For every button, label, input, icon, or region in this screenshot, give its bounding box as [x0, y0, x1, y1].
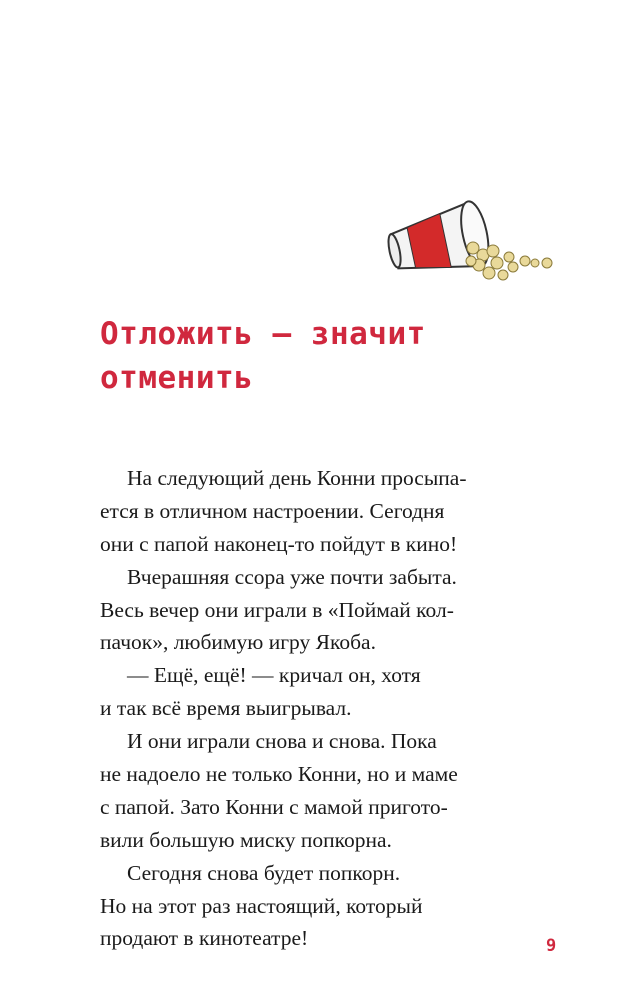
- page-number: 9: [546, 936, 557, 956]
- text-line: они с папой наконец-то пойдут в кино!: [100, 531, 458, 556]
- text-line: вили большую миску попкорна.: [100, 827, 392, 852]
- text-line: ется в отличном настроении. Сегодня: [100, 498, 445, 523]
- popcorn-cup-icon: [385, 193, 560, 288]
- chapter-title-line: отменить: [100, 360, 254, 396]
- chapter-body: [100, 462, 560, 955]
- text-line: Но на этот раз настоящий, который: [100, 893, 423, 918]
- text-line: Вчерашняя ссора уже почти забыта.: [127, 564, 457, 589]
- text-line: Сегодня снова будет попкорн.: [127, 860, 401, 885]
- chapter-title-line: Отложить — значит: [100, 316, 426, 352]
- text-line: не надоело не только Конни, но и маме: [100, 762, 458, 787]
- text-line: с папой. Зато Конни с мамой пригото-: [100, 794, 448, 819]
- chapter-title: [100, 312, 426, 400]
- text-line: продают в кинотеатре!: [100, 926, 309, 951]
- text-line: — Ещё, ещё! — кричал он, хотя: [127, 663, 421, 688]
- text-line: На следующий день Конни просыпа-: [127, 466, 467, 490]
- text-line: И они играли снова и снова. Пока: [127, 729, 437, 754]
- text-line: Весь вечер они играли в «Поймай кол-: [100, 597, 454, 622]
- text-line: и так всё время выигрывал.: [100, 696, 352, 721]
- text-line: пачок», любимую игру Якоба.: [100, 630, 376, 655]
